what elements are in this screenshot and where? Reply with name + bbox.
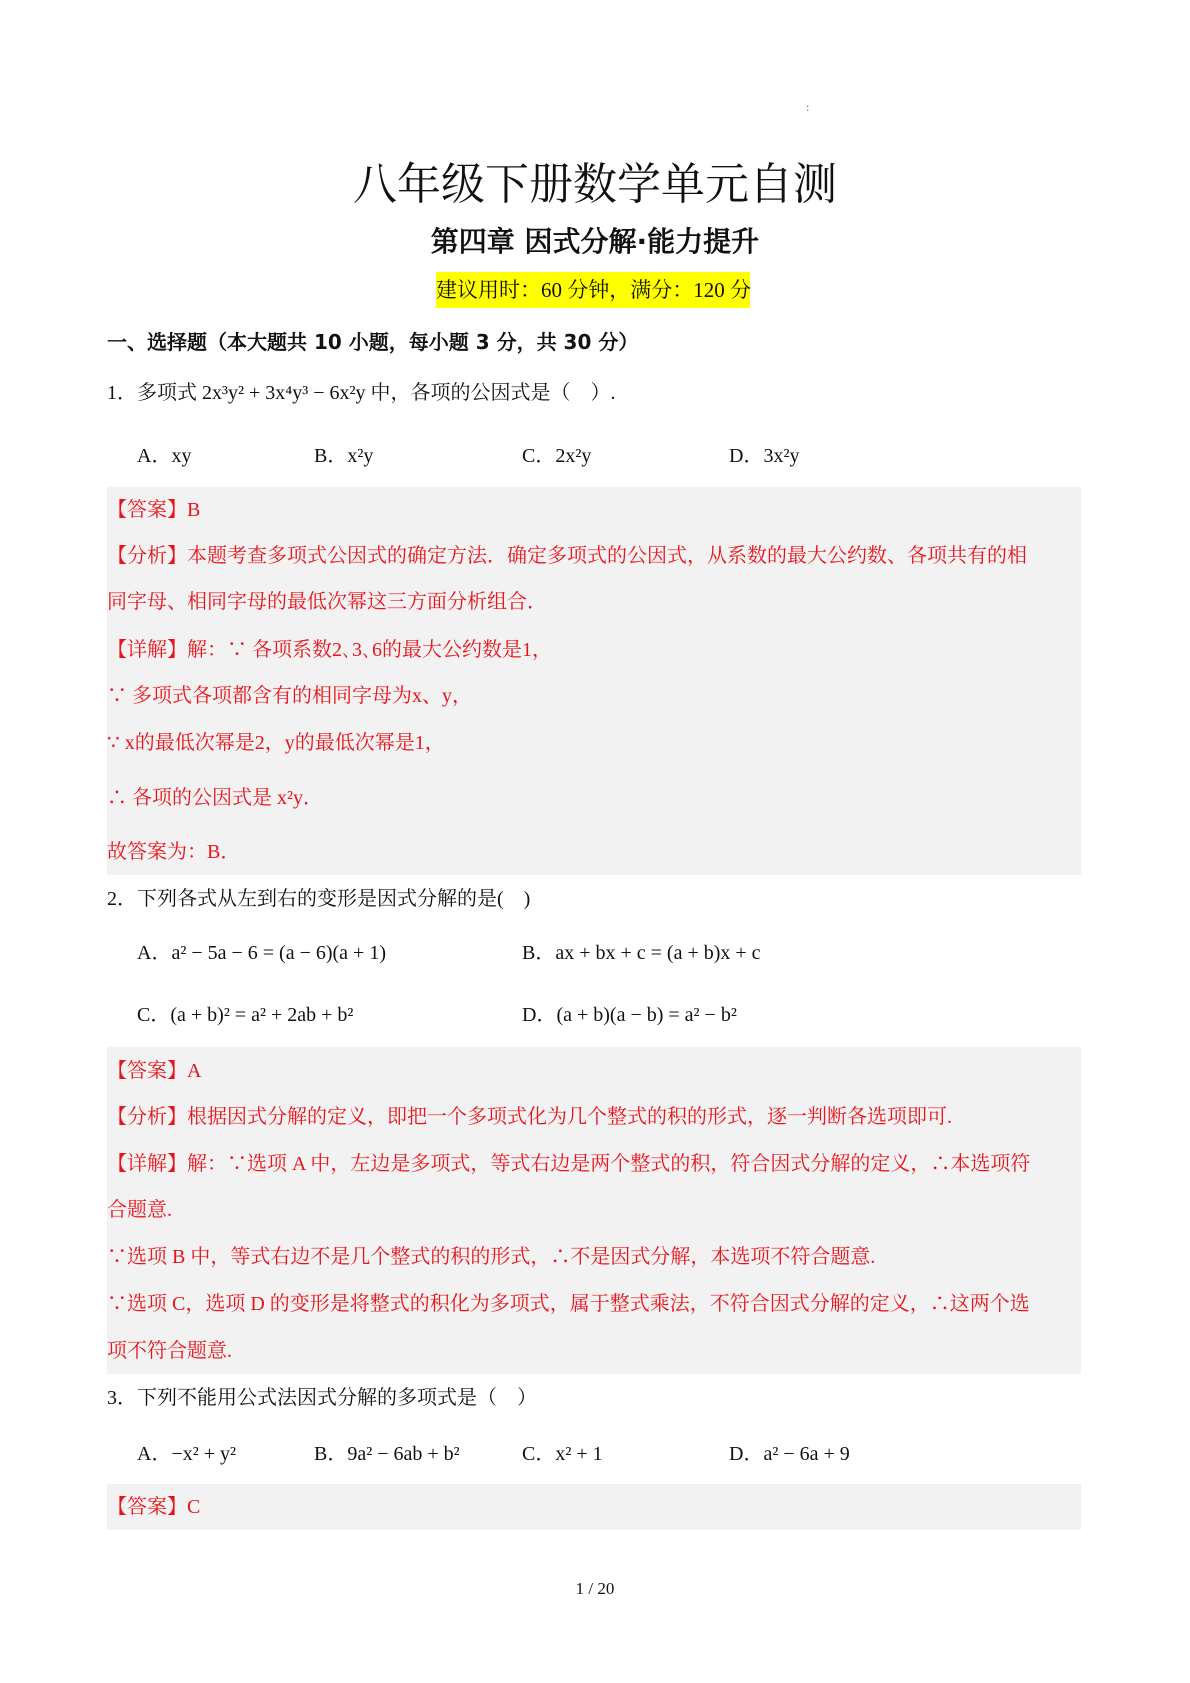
q2-option-a: A．a² − 5a − 6 = (a − 6)(a + 1) — [137, 942, 386, 964]
q3-solution-box — [107, 1484, 1081, 1530]
question-3-stem: 3．下列不能用公式法因式分解的多项式是（ ） — [107, 1387, 537, 1409]
q3-option-b: B．9a² − 6ab + b² — [314, 1443, 460, 1465]
q2-option-d: D．(a + b)(a − b) = a² − b² — [522, 1004, 737, 1026]
q2-detail-line: ∵选项 B 中，等式右边不是几个整式的积的形式，∴不是因式分解，本选项不符合题意. — [107, 1246, 876, 1268]
q1-detail-line: ∴ 各项的公因式是 x²y． — [107, 787, 323, 809]
q1-option-b: B．x²y — [314, 445, 374, 467]
q1-detail-line: 【详解】解：∵ 各项系数2､3､6的最大公约数是1， — [107, 639, 552, 661]
q2-detail-line: 【详解】解：∵选项 A 中，左边是多项式，等式右边是两个整式的积，符合因式分解的定义，∴本选项符 — [107, 1153, 1031, 1175]
q2-solution-box — [107, 1047, 1081, 1374]
q3-option-c: C．x² + 1 — [522, 1443, 603, 1465]
time-note: 建议用时：60 分钟，满分：120 分 — [436, 272, 750, 308]
q1-option-a: A．xy — [137, 445, 192, 467]
question-2-stem: 2．下列各式从左到右的变形是因式分解的是( ) — [107, 888, 531, 910]
question-1-stem: 1．多项式 2x³y² + 3x⁴y³ − 6x²y 中，各项的公因式是（ ）. — [107, 382, 616, 404]
q2-option-c: C．(a + b)² = a² + 2ab + b² — [137, 1004, 354, 1026]
q1-answer: 【答案】B — [107, 499, 201, 521]
page-title: 八年级下册数学单元自测 — [353, 159, 837, 210]
q2-detail-line: 项不符合题意. — [107, 1340, 232, 1362]
section-heading: 一、选择题（本大题共 10 小题，每小题 3 分，共 30 分） — [107, 330, 639, 354]
q1-option-d: D．3x²y — [729, 445, 800, 467]
q2-analysis: 【分析】根据因式分解的定义，即把一个多项式化为几个整式的积的形式，逐一判断各选项即可. — [107, 1106, 952, 1128]
q2-detail-line: ∵选项 C，选项 D 的变形是将整式的积化为多项式，属于整式乘法，不符合因式分解的定义，∴这两个选 — [107, 1293, 1030, 1315]
margin-mark: : — [806, 100, 810, 114]
q1-option-c: C．2x²y — [522, 445, 592, 467]
q1-detail-line: ∵ 多项式各项都含有的相同字母为x、y， — [107, 685, 472, 707]
q1-detail-line: ∵ x的最低次幂是2，y的最低次幂是1， — [107, 732, 445, 754]
page-subtitle: 第四章 因式分解·能力提升 — [430, 225, 760, 258]
q2-option-b: B．ax + bx + c = (a + b)x + c — [522, 942, 761, 964]
page-number: 1 / 20 — [575, 1579, 615, 1598]
q2-detail-line: 合题意. — [107, 1199, 172, 1221]
q1-analysis-line: 同字母、相同字母的最低次幂这三方面分析组合． — [107, 591, 547, 613]
q3-option-d: D．a² − 6a + 9 — [729, 1443, 850, 1465]
q3-option-a: A．−x² + y² — [137, 1443, 236, 1465]
q3-answer: 【答案】C — [107, 1496, 201, 1518]
q2-answer: 【答案】A — [107, 1060, 202, 1082]
q1-detail-line: 故答案为：B． — [107, 841, 241, 863]
q1-analysis-line: 【分析】本题考查多项式公因式的确定方法．确定多项式的公因式，从系数的最大公约数、各项共有的相 — [107, 545, 1027, 567]
